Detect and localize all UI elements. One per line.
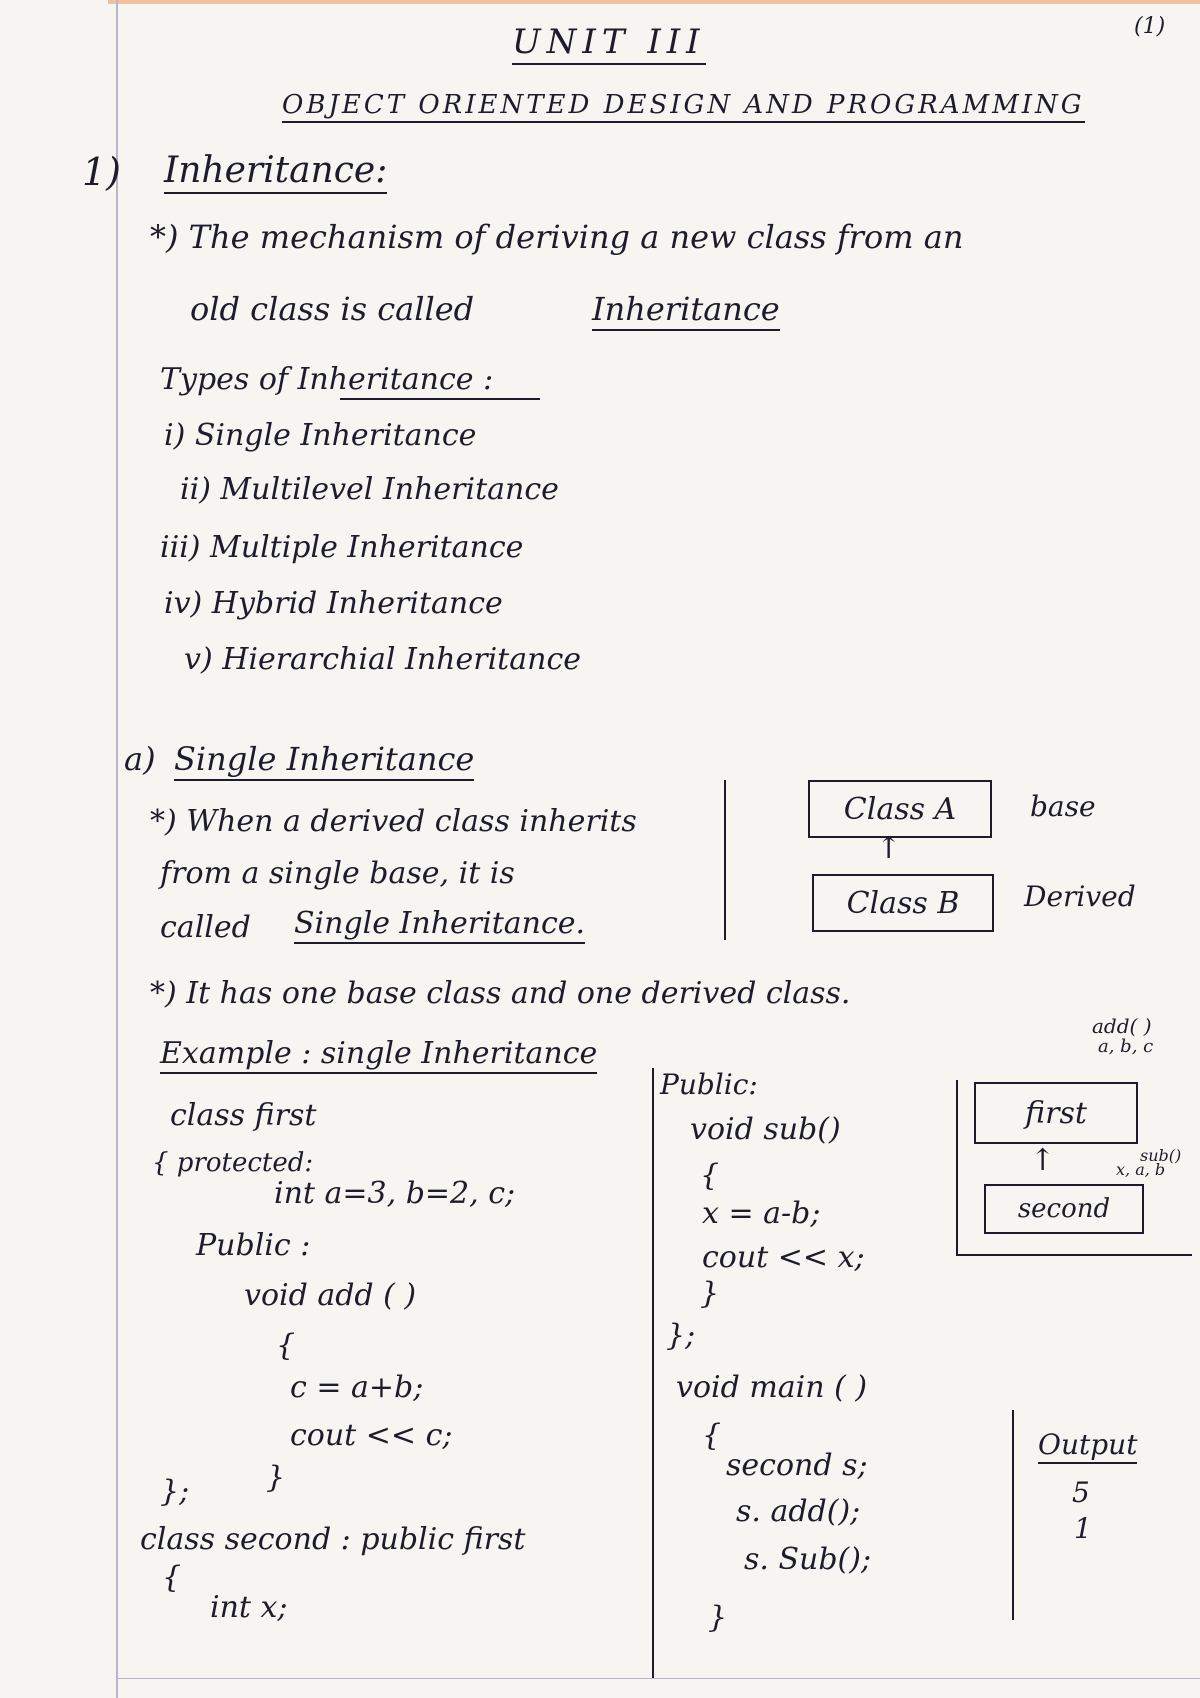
code-line: { — [162, 1560, 182, 1595]
output-heading: Output — [1038, 1428, 1137, 1464]
page-number: (1) — [1134, 14, 1166, 39]
type-item: iii) Multiple Inheritance — [160, 530, 524, 565]
subsection-heading: Single Inheritance — [174, 740, 474, 781]
output-value: 5 — [1072, 1476, 1090, 1509]
derived-label: Derived — [1024, 880, 1136, 913]
single-note: *) It has one base class and one derived class. — [150, 976, 851, 1011]
first-note-a: add( ) — [1092, 1014, 1152, 1038]
page-top-edge — [108, 0, 1200, 4]
definition-line-1: *) The mechanism of deriving a new class from an — [150, 218, 964, 256]
code-line: Public: — [660, 1068, 758, 1101]
code-line: void sub() — [690, 1112, 841, 1147]
single-desc-term: Single Inheritance. — [294, 906, 585, 944]
type-item: v) Hierarchial Inheritance — [184, 642, 582, 677]
code-line: } — [700, 1276, 720, 1311]
definition-line-2: old class is called — [190, 290, 475, 328]
single-desc-line-2: from a single base, it is — [160, 856, 515, 891]
code-line: class first — [170, 1098, 317, 1133]
diagram-frame-bottom — [956, 1254, 1192, 1256]
code-line: int a=3, b=2, c; — [274, 1176, 516, 1211]
single-desc-line-1: *) When a derived class inherits — [150, 804, 637, 839]
diagram-frame-left — [956, 1080, 958, 1256]
code-line: s. Sub(); — [744, 1542, 872, 1577]
code-line: { — [702, 1418, 722, 1453]
margin-line — [116, 0, 118, 1698]
code-line: Public : — [196, 1228, 311, 1263]
code-line: }; — [666, 1318, 696, 1353]
code-divider — [652, 1068, 654, 1678]
type-item: i) Single Inheritance — [164, 418, 477, 453]
bottom-rule — [118, 1678, 1200, 1679]
second-note-a: sub() — [1140, 1146, 1182, 1165]
code-line: class second : public first — [140, 1522, 526, 1557]
second-class-box: second — [984, 1184, 1144, 1234]
code-line: { — [700, 1158, 720, 1193]
code-line: { — [276, 1328, 296, 1363]
section-number: 1) — [82, 150, 122, 194]
code-line: { protected: — [152, 1148, 314, 1178]
unit-title: UNIT III — [512, 22, 706, 65]
column-divider — [724, 780, 726, 940]
code-line: c = a+b; — [290, 1370, 424, 1405]
types-heading: Types of Inheritance : — [160, 362, 494, 397]
type-item: iv) Hybrid Inheritance — [164, 586, 503, 621]
subsection-label: a) — [124, 740, 156, 778]
output-value: 1 — [1074, 1512, 1092, 1545]
base-label: base — [1030, 790, 1096, 823]
output-divider — [1012, 1410, 1014, 1620]
second-note-b: x, a, b — [1116, 1160, 1166, 1179]
code-line: void add ( ) — [244, 1278, 417, 1313]
single-desc-line-3: called — [160, 910, 251, 945]
section-heading: Inheritance: — [164, 150, 387, 194]
type-item: ii) Multilevel Inheritance — [180, 472, 559, 507]
class-a-box: Class A — [808, 780, 992, 838]
definition-term: Inheritance — [592, 290, 780, 331]
example-heading: Example : single Inheritance — [160, 1036, 597, 1074]
code-line: second s; — [726, 1448, 868, 1483]
code-line: s. add(); — [736, 1494, 861, 1529]
first-class-box: first — [974, 1082, 1138, 1144]
code-line: }; — [160, 1474, 190, 1509]
first-note-b: a, b, c — [1098, 1036, 1154, 1057]
code-line: int x; — [210, 1590, 288, 1625]
types-underline — [340, 398, 540, 400]
code-line: cout << x; — [702, 1240, 865, 1275]
code-line: cout << c; — [290, 1418, 453, 1453]
code-line: } — [708, 1600, 728, 1635]
class-b-box: Class B — [812, 874, 994, 932]
code-line: void main ( ) — [676, 1370, 868, 1405]
subject-title: OBJECT ORIENTED DESIGN AND PROGRAMMING — [282, 90, 1085, 123]
code-line: } — [266, 1460, 286, 1495]
code-line: x = a-b; — [702, 1196, 821, 1231]
inherit-arrow-icon: ↑ — [1030, 1143, 1056, 1178]
inherit-arrow-icon: ↑ — [876, 831, 902, 866]
